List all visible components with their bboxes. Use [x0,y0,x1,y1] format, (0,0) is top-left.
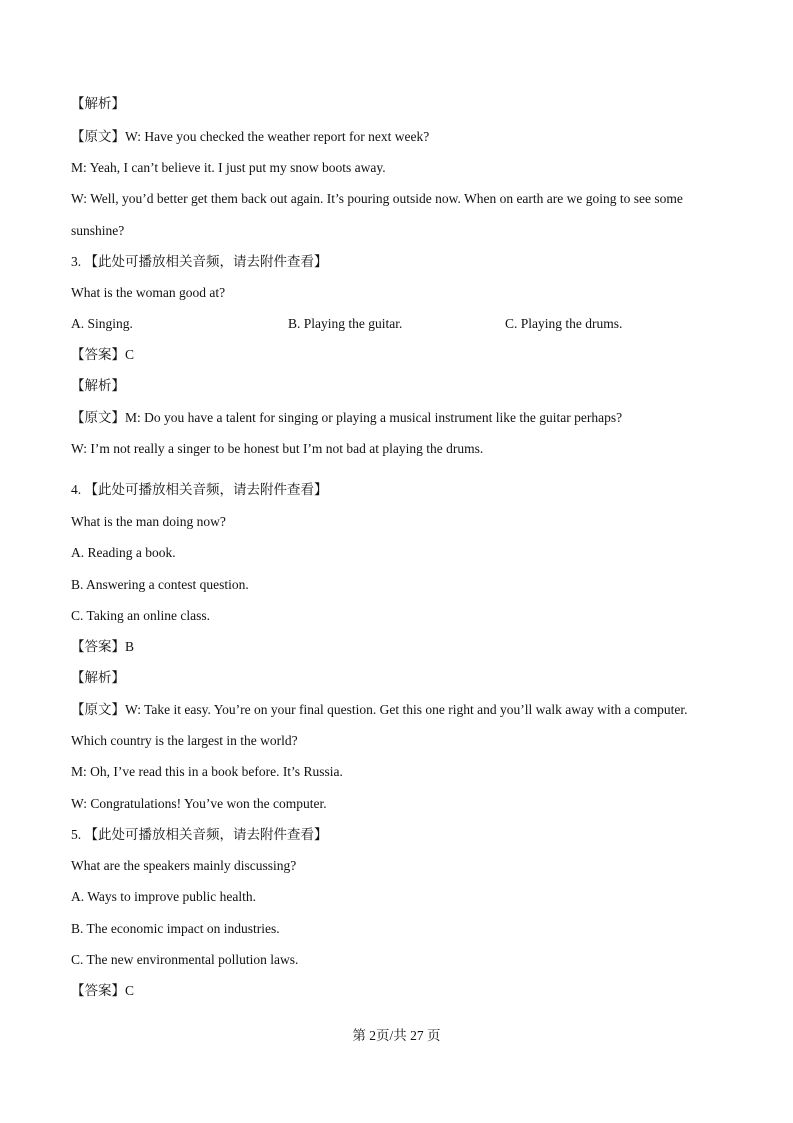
question-5-text: What are the speakers mainly discussing? [71,858,297,873]
question-3-audio: 3. 【此处可播放相关音频，请去附件查看】 [71,254,328,269]
answer-label: 【答案】C [71,347,135,362]
question-4-text: What is the man doing now? [71,514,226,529]
analysis-label: 【解析】 [71,670,125,685]
transcript-line: Which country is the largest in the world? [71,733,298,748]
analysis-label: 【解析】 [71,96,125,111]
transcript-line: W: Well, you’d better get them back out again. It’s pouring outside now. When on earth are we going to see some [71,191,683,206]
transcript-line: M: Yeah, I can’t believe it. I just put my snow boots away. [71,160,386,175]
transcript-line: 【原文】W: Have you checked the weather report for next week? [71,129,430,144]
page-number-footer: 第 2页/共 27 页 [352,1028,441,1043]
question-3-option-c: C. Playing the drums. [505,316,623,331]
question-3-option-a: A. Singing. [71,316,133,331]
transcript-line: sunshine? [71,223,125,238]
answer-label: 【答案】C [71,983,135,998]
question-4-audio: 4. 【此处可播放相关音频，请去附件查看】 [71,482,328,497]
transcript-line: W: Congratulations! You’ve won the computer. [71,796,327,811]
answer-label: 【答案】B [71,639,135,654]
question-4-option-a: A. Reading a book. [71,545,176,560]
transcript-line: 【原文】M: Do you have a talent for singing or playing a musical instrument like the guitar perhaps? [71,410,623,425]
question-5-option-c: C. The new environmental pollution laws. [71,952,299,967]
analysis-label: 【解析】 [71,378,125,393]
question-4-option-c: C. Taking an online class. [71,608,211,623]
question-4-option-b: B. Answering a contest question. [71,577,249,592]
question-3-option-b: B. Playing the guitar. [288,316,403,331]
question-5-option-b: B. The economic impact on industries. [71,921,280,936]
question-5-option-a: A. Ways to improve public health. [71,889,257,904]
transcript-line: M: Oh, I’ve read this in a book before. It’s Russia. [71,764,343,779]
transcript-line: W: I’m not really a singer to be honest but I’m not bad at playing the drums. [71,441,484,456]
question-3-text: What is the woman good at? [71,285,226,300]
transcript-line: 【原文】W: Take it easy. You’re on your final question. Get this one right and you’ll walk away with a computer. [71,702,688,717]
question-5-audio: 5. 【此处可播放相关音频，请去附件查看】 [71,827,328,842]
